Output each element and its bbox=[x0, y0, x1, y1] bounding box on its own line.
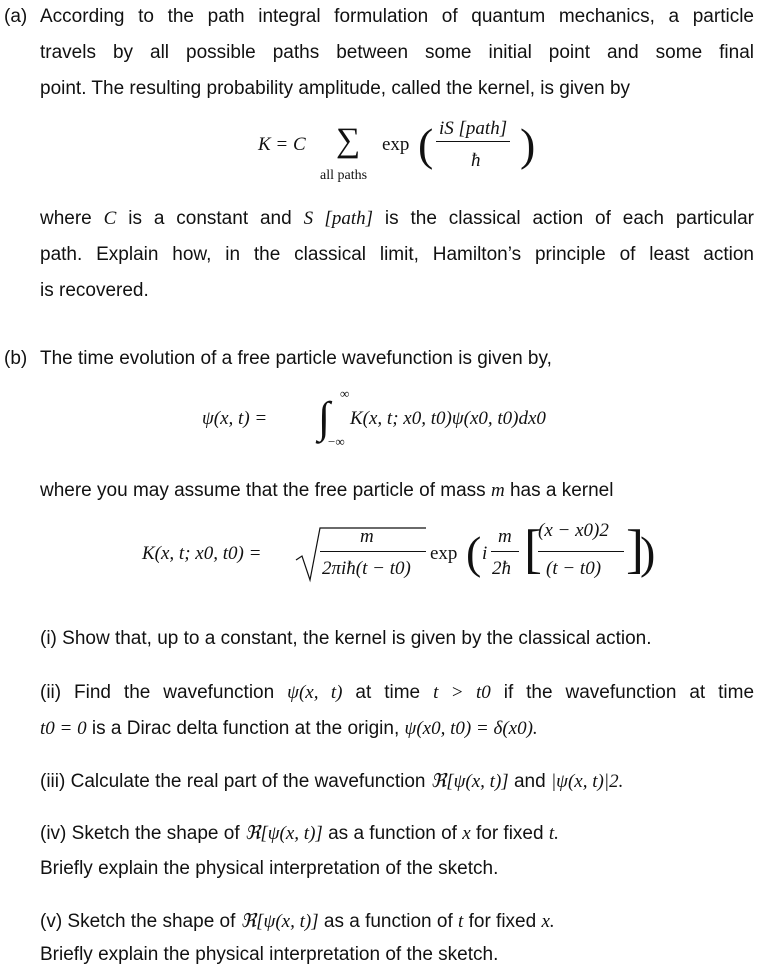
kernel-fraction-denominator: ħ bbox=[471, 150, 481, 171]
kernel-fraction-numerator: iS [path] bbox=[436, 118, 510, 142]
two-hbar: 2ħ bbox=[492, 558, 511, 579]
m-over-numerator: m bbox=[498, 526, 512, 547]
paren-left: ( bbox=[418, 119, 434, 170]
assume-line: where you may assume that the free particle of mass m has a kernel bbox=[40, 480, 614, 501]
bracket-fraction-bar bbox=[538, 551, 624, 552]
paren-left-2: ( bbox=[466, 527, 482, 578]
part-a-line-6: is recovered. bbox=[40, 280, 149, 301]
part-a-line-1: According to the path integral formulation of quantum mechanics, a particle bbox=[40, 6, 754, 27]
exp-label-2: exp bbox=[430, 543, 458, 564]
part-b-intro: The time evolution of a free particle wavefunction is given by, bbox=[40, 348, 552, 369]
integral-lower-limit: −∞ bbox=[328, 434, 345, 449]
wavefunction-integral-equation bbox=[202, 384, 602, 460]
part-a-line-3: point. The resulting probability amplitude, called the kernel, is given by bbox=[40, 78, 631, 99]
imaginary-unit: i bbox=[482, 543, 488, 564]
part-b-label: (b) bbox=[4, 348, 28, 369]
question-iv-line-2: Briefly explain the physical interpretation of the sketch. bbox=[40, 858, 499, 879]
part-a-line-4: where C is a constant and S [path] is the classical action of each particular bbox=[40, 208, 755, 229]
bracket-right: ] bbox=[626, 519, 644, 579]
question-ii-line-1: (ii) Find the wavefunction ψ(x, t) at time t > t0 if the wavefunction at time bbox=[40, 682, 755, 703]
sqrt-numerator: m bbox=[360, 526, 374, 547]
kernel-closed-form-equation bbox=[142, 516, 662, 596]
bracket-numerator: (x − x0)2 bbox=[538, 520, 609, 541]
question-ii-line-2: t0 = 0 is a Dirac delta function at the origin, ψ(x0, t0) = δ(x0). bbox=[40, 718, 538, 739]
sum-symbol: ∑ bbox=[336, 122, 361, 159]
question-v-line-2: Briefly explain the physical interpretation of the sketch. bbox=[40, 944, 499, 965]
sqrt-denominator: 2πiħ(t − t0) bbox=[322, 558, 411, 579]
part-a-line-2: travels by all possible paths between some initial point and some final bbox=[40, 42, 754, 63]
bracket-denominator: (t − t0) bbox=[546, 558, 602, 579]
exp-label: exp bbox=[382, 134, 410, 155]
sqrt-fraction-bar bbox=[320, 551, 426, 552]
question-i: (i) Show that, up to a constant, the kernel is given by the classical action. bbox=[40, 628, 652, 649]
m-over-bar bbox=[491, 551, 519, 552]
question-v-line-1: (v) Sketch the shape of ℜ[ψ(x, t)] as a function of t for fixed x. bbox=[40, 911, 555, 932]
integral-sign: ∫ bbox=[318, 393, 331, 442]
kernel-lhs: K = C bbox=[258, 134, 306, 155]
sum-under-label: all paths bbox=[320, 168, 368, 183]
paren-right-2: ) bbox=[640, 527, 656, 578]
question-iii: (iii) Calculate the real part of the wavefunction ℜ[ψ(x, t)] and |ψ(x, t)|2. bbox=[40, 771, 624, 792]
integrand: K(x, t; x0, t0)ψ(x0, t0)dx0 bbox=[350, 408, 546, 429]
question-iv-line-1: (iv) Sketch the shape of ℜ[ψ(x, t)] as a function of x for fixed t. bbox=[40, 823, 559, 844]
bracket-left: [ bbox=[524, 519, 542, 579]
psi-lhs: ψ(x, t) = bbox=[202, 408, 268, 429]
part-a-line-5: path. Explain how, in the classical limit, Hamilton’s principle of least action bbox=[40, 244, 754, 265]
kernel-closed-lhs: K(x, t; x0, t0) = bbox=[142, 543, 262, 564]
kernel-sum-equation bbox=[258, 110, 558, 190]
integral-upper-limit: ∞ bbox=[340, 386, 350, 401]
part-a-label: (a) bbox=[4, 6, 28, 27]
paren-right: ) bbox=[520, 119, 536, 170]
